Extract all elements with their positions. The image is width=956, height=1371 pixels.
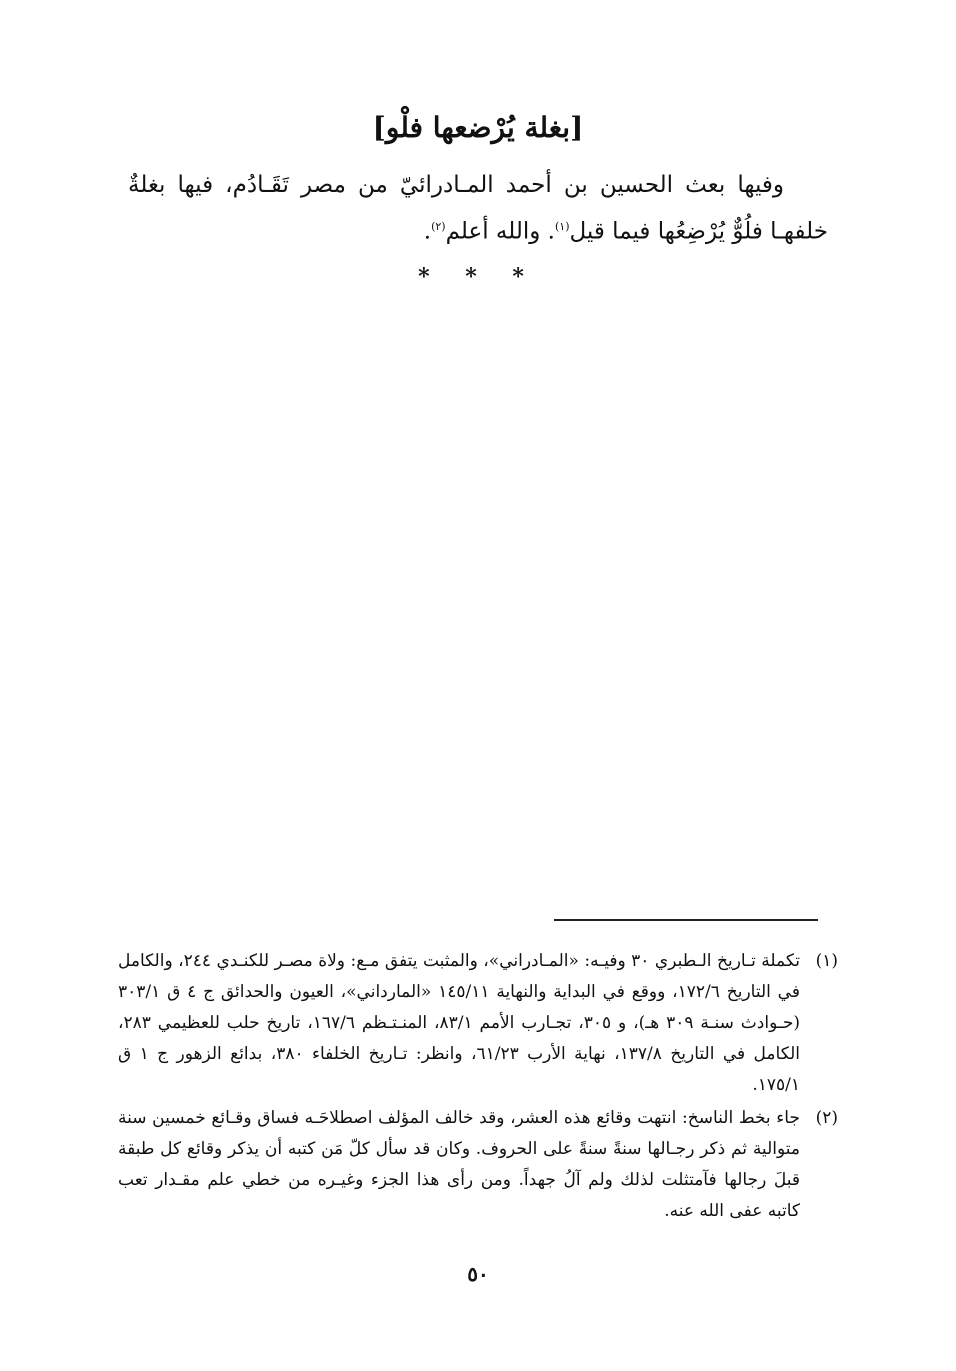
footnote-divider	[554, 919, 818, 921]
footnote-2	[118, 1103, 838, 1227]
body-period: .	[423, 218, 432, 245]
section-heading: [بغلة يُرْضعها فلْو]	[372, 111, 584, 144]
section-separator: * * *	[418, 264, 538, 290]
footnote-text: تكملة تـاريخ الـطبري ٣٠ وفيـه: «المـادراني»، والمثبت يتفق مـع: ولاة مصـر للكنـدي ٢٤٤، والكامل في التاريخ ١٧٢/٦، ووقع في البداية والنهاية ١٤٥/١١ «المارداني»، العيون والحدائق ج ٤ ق ٣٠٣/١ (حـوادث سنـة ٣٠٩ هـ)، و ٣٠٥، تجـارب الأمم ٨٣/١، المنـتـظم ١٦٧/٦، تاريخ حلب للعظيمي ٢٨٣، الكامل في التاريخ ١٣٧/٨، نهاية الأرب ٦١/٢٣، وانظر: تـاريخ الخلفاء ٣٨٠، بدائع الزهور ج ١ ق ١٧٥/١.	[118, 951, 800, 1095]
page-number: ٥٠	[467, 1262, 489, 1286]
footnotes	[118, 946, 838, 1229]
body-sentence: وفيها بعث الحسين بن أحمد المـادرائيّ من مصر تَقَـادُم، فيها بغلةٌ خلفهـا فلُوٌّ يُرْضِعُها فيما قيل	[128, 172, 828, 245]
body-paragraph	[128, 164, 828, 253]
footnote-number: (٢)	[815, 1108, 838, 1128]
body-closing: . والله أعلم	[445, 218, 555, 245]
footnote-number: (١)	[815, 951, 838, 971]
footnote-1	[118, 946, 838, 1101]
footnote-ref-1: (١)	[555, 220, 570, 233]
body-text	[128, 164, 828, 253]
footnote-ref-2: (٢)	[431, 220, 446, 233]
footnote-text: جاء بخط الناسخ: انتهت وقائع هذه العشر، وقد خالف المؤلف اصطلاحَـه فساق وقـائع خمسين سنة متوالية ثم ذكر رجـالها سنةً سنةً على الحروف. وكان قد سأل كلّ مَن كتبه أن يذكر وقائع كل طبقة قبلَ رجالها فآمتثلت لذلك ولم آلُ جهداً. ومن رأى هذا الجزء وغيـره من خطي علم مقـدار تعب كاتبه عفى الله عنه.	[118, 1108, 800, 1221]
